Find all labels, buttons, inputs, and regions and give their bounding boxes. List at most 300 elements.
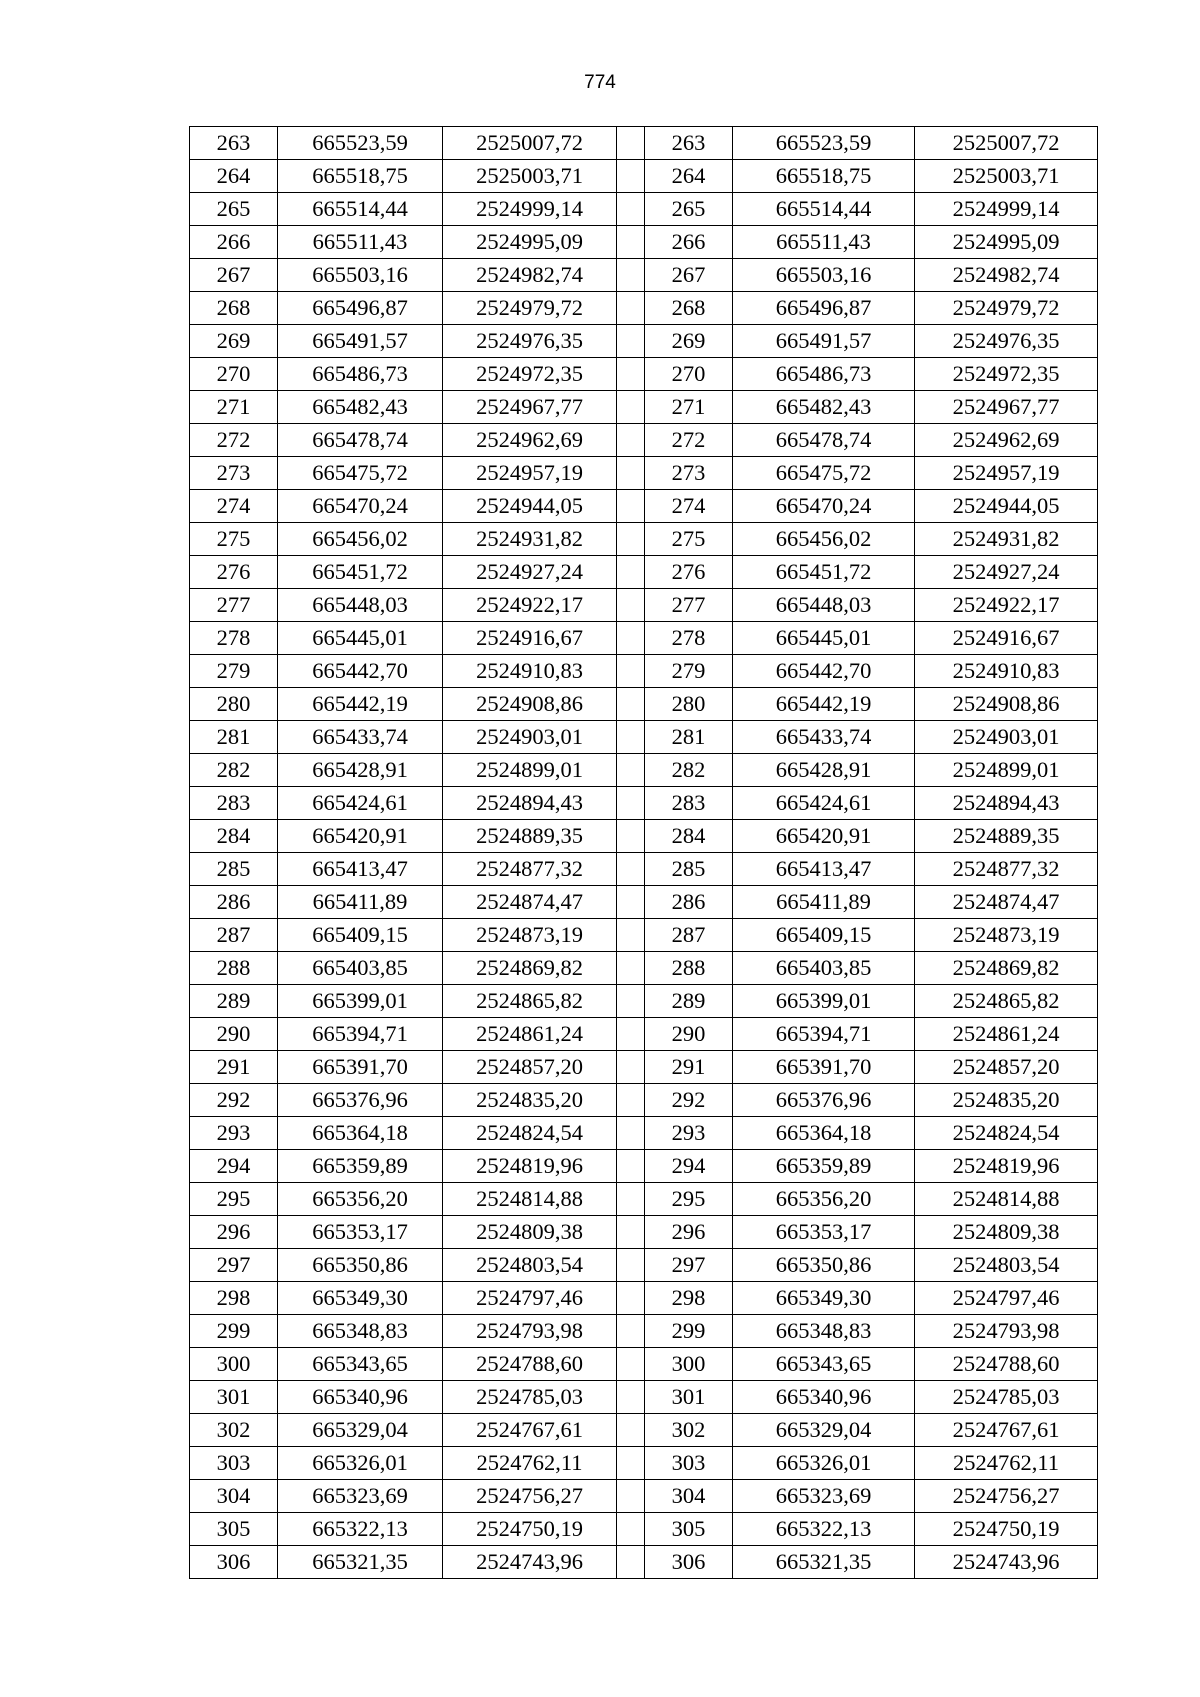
- y-coordinate-cell: 2524982,74: [915, 259, 1098, 292]
- x-coordinate-cell: 665349,30: [733, 1282, 915, 1315]
- y-coordinate-cell: 2524824,54: [443, 1117, 617, 1150]
- table-row: [190, 523, 1098, 556]
- y-coordinate-cell: 2524877,32: [915, 853, 1098, 886]
- table-row: [190, 589, 1098, 622]
- point-number-cell: 266: [645, 226, 733, 259]
- point-number-cell: 280: [190, 688, 278, 721]
- x-coordinate-cell: 665399,01: [278, 985, 443, 1018]
- table-row: [190, 919, 1098, 952]
- point-number-cell: 302: [645, 1414, 733, 1447]
- table-row: [190, 655, 1098, 688]
- point-number-cell: 302: [190, 1414, 278, 1447]
- x-coordinate-cell: 665403,85: [733, 952, 915, 985]
- y-coordinate-cell: 2524814,88: [915, 1183, 1098, 1216]
- x-coordinate-cell: 665491,57: [733, 325, 915, 358]
- table-row: [190, 1117, 1098, 1150]
- table-row: [190, 952, 1098, 985]
- x-coordinate-cell: 665433,74: [733, 721, 915, 754]
- point-number-cell: 286: [190, 886, 278, 919]
- y-coordinate-cell: 2524972,35: [915, 358, 1098, 391]
- point-number-cell: 300: [645, 1348, 733, 1381]
- separator-cell: [617, 787, 645, 820]
- point-number-cell: 305: [645, 1513, 733, 1546]
- x-coordinate-cell: 665321,35: [733, 1546, 915, 1579]
- point-number-cell: 289: [190, 985, 278, 1018]
- x-coordinate-cell: 665503,16: [278, 259, 443, 292]
- point-number-cell: 272: [190, 424, 278, 457]
- x-coordinate-cell: 665413,47: [278, 853, 443, 886]
- y-coordinate-cell: 2524814,88: [443, 1183, 617, 1216]
- separator-cell: [617, 1447, 645, 1480]
- x-coordinate-cell: 665486,73: [733, 358, 915, 391]
- y-coordinate-cell: 2524927,24: [443, 556, 617, 589]
- x-coordinate-cell: 665420,91: [278, 820, 443, 853]
- separator-cell: [617, 1183, 645, 1216]
- y-coordinate-cell: 2524756,27: [915, 1480, 1098, 1513]
- y-coordinate-cell: 2524899,01: [915, 754, 1098, 787]
- x-coordinate-cell: 665329,04: [278, 1414, 443, 1447]
- x-coordinate-cell: 665442,70: [278, 655, 443, 688]
- separator-cell: [617, 589, 645, 622]
- y-coordinate-cell: 2524944,05: [443, 490, 617, 523]
- table-row: [190, 1348, 1098, 1381]
- table-row: [190, 622, 1098, 655]
- table-row: [190, 1447, 1098, 1480]
- x-coordinate-cell: 665329,04: [733, 1414, 915, 1447]
- x-coordinate-cell: 665356,20: [733, 1183, 915, 1216]
- y-coordinate-cell: 2524785,03: [915, 1381, 1098, 1414]
- table-row: [190, 127, 1098, 160]
- point-number-cell: 276: [645, 556, 733, 589]
- point-number-cell: 264: [645, 160, 733, 193]
- y-coordinate-cell: 2524967,77: [443, 391, 617, 424]
- point-number-cell: 271: [645, 391, 733, 424]
- x-coordinate-cell: 665514,44: [278, 193, 443, 226]
- x-coordinate-cell: 665413,47: [733, 853, 915, 886]
- x-coordinate-cell: 665323,69: [733, 1480, 915, 1513]
- x-coordinate-cell: 665376,96: [278, 1084, 443, 1117]
- y-coordinate-cell: 2524788,60: [443, 1348, 617, 1381]
- point-number-cell: 278: [645, 622, 733, 655]
- separator-cell: [617, 127, 645, 160]
- point-number-cell: 303: [645, 1447, 733, 1480]
- point-number-cell: 293: [190, 1117, 278, 1150]
- separator-cell: [617, 1480, 645, 1513]
- x-coordinate-cell: 665486,73: [278, 358, 443, 391]
- x-coordinate-cell: 665364,18: [278, 1117, 443, 1150]
- y-coordinate-cell: 2524819,96: [443, 1150, 617, 1183]
- separator-cell: [617, 952, 645, 985]
- point-number-cell: 295: [645, 1183, 733, 1216]
- table-row: [190, 886, 1098, 919]
- separator-cell: [617, 1117, 645, 1150]
- point-number-cell: 292: [190, 1084, 278, 1117]
- separator-cell: [617, 193, 645, 226]
- separator-cell: [617, 226, 645, 259]
- point-number-cell: 270: [645, 358, 733, 391]
- x-coordinate-cell: 665411,89: [278, 886, 443, 919]
- y-coordinate-cell: 2524756,27: [443, 1480, 617, 1513]
- separator-cell: [617, 820, 645, 853]
- table-row: [190, 1414, 1098, 1447]
- point-number-cell: 292: [645, 1084, 733, 1117]
- separator-cell: [617, 1018, 645, 1051]
- point-number-cell: 301: [645, 1381, 733, 1414]
- x-coordinate-cell: 665321,35: [278, 1546, 443, 1579]
- separator-cell: [617, 985, 645, 1018]
- table-row: [190, 1018, 1098, 1051]
- point-number-cell: 267: [645, 259, 733, 292]
- y-coordinate-cell: 2524972,35: [443, 358, 617, 391]
- table-row: [190, 1216, 1098, 1249]
- y-coordinate-cell: 2524803,54: [443, 1249, 617, 1282]
- separator-cell: [617, 1546, 645, 1579]
- separator-cell: [617, 655, 645, 688]
- x-coordinate-cell: 665343,65: [278, 1348, 443, 1381]
- separator-cell: [617, 1381, 645, 1414]
- point-number-cell: 294: [645, 1150, 733, 1183]
- y-coordinate-cell: 2524869,82: [915, 952, 1098, 985]
- separator-cell: [617, 292, 645, 325]
- x-coordinate-cell: 665391,70: [733, 1051, 915, 1084]
- point-number-cell: 287: [645, 919, 733, 952]
- x-coordinate-cell: 665424,61: [733, 787, 915, 820]
- table-row: [190, 358, 1098, 391]
- point-number-cell: 265: [190, 193, 278, 226]
- y-coordinate-cell: 2524995,09: [443, 226, 617, 259]
- y-coordinate-cell: 2524824,54: [915, 1117, 1098, 1150]
- y-coordinate-cell: 2524873,19: [443, 919, 617, 952]
- separator-cell: [617, 259, 645, 292]
- x-coordinate-cell: 665359,89: [733, 1150, 915, 1183]
- separator-cell: [617, 721, 645, 754]
- y-coordinate-cell: 2524743,96: [443, 1546, 617, 1579]
- x-coordinate-cell: 665322,13: [733, 1513, 915, 1546]
- x-coordinate-cell: 665496,87: [278, 292, 443, 325]
- y-coordinate-cell: 2524797,46: [915, 1282, 1098, 1315]
- table-row: [190, 1084, 1098, 1117]
- y-coordinate-cell: 2524899,01: [443, 754, 617, 787]
- y-coordinate-cell: 2524999,14: [915, 193, 1098, 226]
- y-coordinate-cell: 2524750,19: [915, 1513, 1098, 1546]
- y-coordinate-cell: 2524793,98: [915, 1315, 1098, 1348]
- y-coordinate-cell: 2524908,86: [443, 688, 617, 721]
- separator-cell: [617, 1150, 645, 1183]
- table-row: [190, 721, 1098, 754]
- y-coordinate-cell: 2524927,24: [915, 556, 1098, 589]
- y-coordinate-cell: 2524976,35: [915, 325, 1098, 358]
- point-number-cell: 275: [645, 523, 733, 556]
- point-number-cell: 293: [645, 1117, 733, 1150]
- table-row: [190, 754, 1098, 787]
- point-number-cell: 280: [645, 688, 733, 721]
- point-number-cell: 274: [645, 490, 733, 523]
- point-number-cell: 291: [190, 1051, 278, 1084]
- x-coordinate-cell: 665514,44: [733, 193, 915, 226]
- x-coordinate-cell: 665394,71: [733, 1018, 915, 1051]
- point-number-cell: 275: [190, 523, 278, 556]
- table-row: [190, 325, 1098, 358]
- y-coordinate-cell: 2524979,72: [443, 292, 617, 325]
- point-number-cell: 297: [645, 1249, 733, 1282]
- point-number-cell: 283: [190, 787, 278, 820]
- point-number-cell: 305: [190, 1513, 278, 1546]
- point-number-cell: 281: [190, 721, 278, 754]
- y-coordinate-cell: 2524788,60: [915, 1348, 1098, 1381]
- x-coordinate-cell: 665343,65: [733, 1348, 915, 1381]
- separator-cell: [617, 919, 645, 952]
- point-number-cell: 278: [190, 622, 278, 655]
- point-number-cell: 288: [190, 952, 278, 985]
- separator-cell: [617, 160, 645, 193]
- point-number-cell: 285: [190, 853, 278, 886]
- x-coordinate-cell: 665448,03: [278, 589, 443, 622]
- x-coordinate-cell: 665353,17: [278, 1216, 443, 1249]
- point-number-cell: 265: [645, 193, 733, 226]
- x-coordinate-cell: 665496,87: [733, 292, 915, 325]
- table-row: [190, 193, 1098, 226]
- x-coordinate-cell: 665322,13: [278, 1513, 443, 1546]
- x-coordinate-cell: 665409,15: [733, 919, 915, 952]
- y-coordinate-cell: 2524931,82: [443, 523, 617, 556]
- y-coordinate-cell: 2524995,09: [915, 226, 1098, 259]
- x-coordinate-cell: 665428,91: [278, 754, 443, 787]
- table-row: [190, 226, 1098, 259]
- y-coordinate-cell: 2524793,98: [443, 1315, 617, 1348]
- x-coordinate-cell: 665348,83: [278, 1315, 443, 1348]
- point-number-cell: 267: [190, 259, 278, 292]
- point-number-cell: 268: [645, 292, 733, 325]
- x-coordinate-cell: 665399,01: [733, 985, 915, 1018]
- point-number-cell: 290: [190, 1018, 278, 1051]
- y-coordinate-cell: 2524809,38: [443, 1216, 617, 1249]
- y-coordinate-cell: 2524809,38: [915, 1216, 1098, 1249]
- x-coordinate-cell: 665442,19: [278, 688, 443, 721]
- x-coordinate-cell: 665518,75: [733, 160, 915, 193]
- x-coordinate-cell: 665511,43: [278, 226, 443, 259]
- table-row: [190, 490, 1098, 523]
- table-row: [190, 985, 1098, 1018]
- point-number-cell: 298: [645, 1282, 733, 1315]
- point-number-cell: 298: [190, 1282, 278, 1315]
- x-coordinate-cell: 665403,85: [278, 952, 443, 985]
- y-coordinate-cell: 2524908,86: [915, 688, 1098, 721]
- x-coordinate-cell: 665350,86: [733, 1249, 915, 1282]
- table-row: [190, 1249, 1098, 1282]
- point-number-cell: 287: [190, 919, 278, 952]
- table-row: [190, 292, 1098, 325]
- y-coordinate-cell: 2524785,03: [443, 1381, 617, 1414]
- table-row: [190, 160, 1098, 193]
- point-number-cell: 297: [190, 1249, 278, 1282]
- coordinates-table: [189, 126, 1098, 1579]
- separator-cell: [617, 1513, 645, 1546]
- x-coordinate-cell: 665523,59: [278, 127, 443, 160]
- y-coordinate-cell: 2524865,82: [915, 985, 1098, 1018]
- x-coordinate-cell: 665511,43: [733, 226, 915, 259]
- point-number-cell: 306: [190, 1546, 278, 1579]
- y-coordinate-cell: 2524889,35: [915, 820, 1098, 853]
- y-coordinate-cell: 2524819,96: [915, 1150, 1098, 1183]
- y-coordinate-cell: 2524916,67: [443, 622, 617, 655]
- x-coordinate-cell: 665478,74: [733, 424, 915, 457]
- point-number-cell: 303: [190, 1447, 278, 1480]
- point-number-cell: 270: [190, 358, 278, 391]
- x-coordinate-cell: 665424,61: [278, 787, 443, 820]
- y-coordinate-cell: 2524957,19: [915, 457, 1098, 490]
- separator-cell: [617, 1084, 645, 1117]
- point-number-cell: 285: [645, 853, 733, 886]
- x-coordinate-cell: 665420,91: [733, 820, 915, 853]
- y-coordinate-cell: 2525003,71: [915, 160, 1098, 193]
- y-coordinate-cell: 2524857,20: [915, 1051, 1098, 1084]
- x-coordinate-cell: 665350,86: [278, 1249, 443, 1282]
- point-number-cell: 274: [190, 490, 278, 523]
- point-number-cell: 279: [190, 655, 278, 688]
- table-row: [190, 556, 1098, 589]
- separator-cell: [617, 1348, 645, 1381]
- point-number-cell: 266: [190, 226, 278, 259]
- y-coordinate-cell: 2524835,20: [443, 1084, 617, 1117]
- y-coordinate-cell: 2525007,72: [443, 127, 617, 160]
- x-coordinate-cell: 665518,75: [278, 160, 443, 193]
- x-coordinate-cell: 665364,18: [733, 1117, 915, 1150]
- separator-cell: [617, 556, 645, 589]
- x-coordinate-cell: 665340,96: [733, 1381, 915, 1414]
- y-coordinate-cell: 2524910,83: [443, 655, 617, 688]
- point-number-cell: 290: [645, 1018, 733, 1051]
- y-coordinate-cell: 2524877,32: [443, 853, 617, 886]
- point-number-cell: 294: [190, 1150, 278, 1183]
- x-coordinate-cell: 665326,01: [278, 1447, 443, 1480]
- x-coordinate-cell: 665503,16: [733, 259, 915, 292]
- y-coordinate-cell: 2524767,61: [443, 1414, 617, 1447]
- y-coordinate-cell: 2524861,24: [443, 1018, 617, 1051]
- x-coordinate-cell: 665409,15: [278, 919, 443, 952]
- x-coordinate-cell: 665376,96: [733, 1084, 915, 1117]
- y-coordinate-cell: 2524962,69: [915, 424, 1098, 457]
- x-coordinate-cell: 665433,74: [278, 721, 443, 754]
- separator-cell: [617, 457, 645, 490]
- point-number-cell: 282: [645, 754, 733, 787]
- y-coordinate-cell: 2524762,11: [915, 1447, 1098, 1480]
- coordinates-table-body: [190, 127, 1098, 1579]
- y-coordinate-cell: 2524803,54: [915, 1249, 1098, 1282]
- separator-cell: [617, 853, 645, 886]
- x-coordinate-cell: 665448,03: [733, 589, 915, 622]
- y-coordinate-cell: 2524762,11: [443, 1447, 617, 1480]
- x-coordinate-cell: 665356,20: [278, 1183, 443, 1216]
- table-row: [190, 688, 1098, 721]
- table-row: [190, 1282, 1098, 1315]
- separator-cell: [617, 490, 645, 523]
- point-number-cell: 276: [190, 556, 278, 589]
- y-coordinate-cell: 2524750,19: [443, 1513, 617, 1546]
- separator-cell: [617, 391, 645, 424]
- y-coordinate-cell: 2524922,17: [443, 589, 617, 622]
- point-number-cell: 291: [645, 1051, 733, 1084]
- x-coordinate-cell: 665326,01: [733, 1447, 915, 1480]
- y-coordinate-cell: 2524797,46: [443, 1282, 617, 1315]
- point-number-cell: 277: [190, 589, 278, 622]
- y-coordinate-cell: 2524865,82: [443, 985, 617, 1018]
- y-coordinate-cell: 2524869,82: [443, 952, 617, 985]
- y-coordinate-cell: 2524873,19: [915, 919, 1098, 952]
- y-coordinate-cell: 2524894,43: [443, 787, 617, 820]
- page-number: 774: [584, 72, 616, 93]
- separator-cell: [617, 1249, 645, 1282]
- point-number-cell: 269: [645, 325, 733, 358]
- point-number-cell: 295: [190, 1183, 278, 1216]
- separator-cell: [617, 1414, 645, 1447]
- separator-cell: [617, 1216, 645, 1249]
- x-coordinate-cell: 665340,96: [278, 1381, 443, 1414]
- x-coordinate-cell: 665451,72: [278, 556, 443, 589]
- point-number-cell: 300: [190, 1348, 278, 1381]
- y-coordinate-cell: 2524916,67: [915, 622, 1098, 655]
- y-coordinate-cell: 2524962,69: [443, 424, 617, 457]
- point-number-cell: 299: [190, 1315, 278, 1348]
- y-coordinate-cell: 2524835,20: [915, 1084, 1098, 1117]
- table-row: [190, 424, 1098, 457]
- y-coordinate-cell: 2524861,24: [915, 1018, 1098, 1051]
- point-number-cell: 263: [645, 127, 733, 160]
- x-coordinate-cell: 665482,43: [278, 391, 443, 424]
- x-coordinate-cell: 665470,24: [733, 490, 915, 523]
- table-row: [190, 1480, 1098, 1513]
- table-row: [190, 391, 1098, 424]
- separator-cell: [617, 688, 645, 721]
- y-coordinate-cell: 2524903,01: [443, 721, 617, 754]
- x-coordinate-cell: 665456,02: [278, 523, 443, 556]
- x-coordinate-cell: 665442,70: [733, 655, 915, 688]
- y-coordinate-cell: 2524967,77: [915, 391, 1098, 424]
- table-row: [190, 1051, 1098, 1084]
- y-coordinate-cell: 2524944,05: [915, 490, 1098, 523]
- point-number-cell: 304: [190, 1480, 278, 1513]
- point-number-cell: 282: [190, 754, 278, 787]
- x-coordinate-cell: 665445,01: [278, 622, 443, 655]
- point-number-cell: 296: [190, 1216, 278, 1249]
- x-coordinate-cell: 665353,17: [733, 1216, 915, 1249]
- x-coordinate-cell: 665470,24: [278, 490, 443, 523]
- x-coordinate-cell: 665394,71: [278, 1018, 443, 1051]
- x-coordinate-cell: 665475,72: [733, 457, 915, 490]
- y-coordinate-cell: 2524874,47: [915, 886, 1098, 919]
- x-coordinate-cell: 665451,72: [733, 556, 915, 589]
- point-number-cell: 289: [645, 985, 733, 1018]
- y-coordinate-cell: 2524903,01: [915, 721, 1098, 754]
- point-number-cell: 273: [645, 457, 733, 490]
- point-number-cell: 299: [645, 1315, 733, 1348]
- table-row: [190, 259, 1098, 292]
- point-number-cell: 279: [645, 655, 733, 688]
- point-number-cell: 264: [190, 160, 278, 193]
- separator-cell: [617, 1282, 645, 1315]
- x-coordinate-cell: 665491,57: [278, 325, 443, 358]
- x-coordinate-cell: 665349,30: [278, 1282, 443, 1315]
- point-number-cell: 273: [190, 457, 278, 490]
- y-coordinate-cell: 2524982,74: [443, 259, 617, 292]
- separator-cell: [617, 424, 645, 457]
- separator-cell: [617, 1051, 645, 1084]
- y-coordinate-cell: 2524979,72: [915, 292, 1098, 325]
- y-coordinate-cell: 2524743,96: [915, 1546, 1098, 1579]
- point-number-cell: 263: [190, 127, 278, 160]
- point-number-cell: 306: [645, 1546, 733, 1579]
- table-row: [190, 1546, 1098, 1579]
- point-number-cell: 277: [645, 589, 733, 622]
